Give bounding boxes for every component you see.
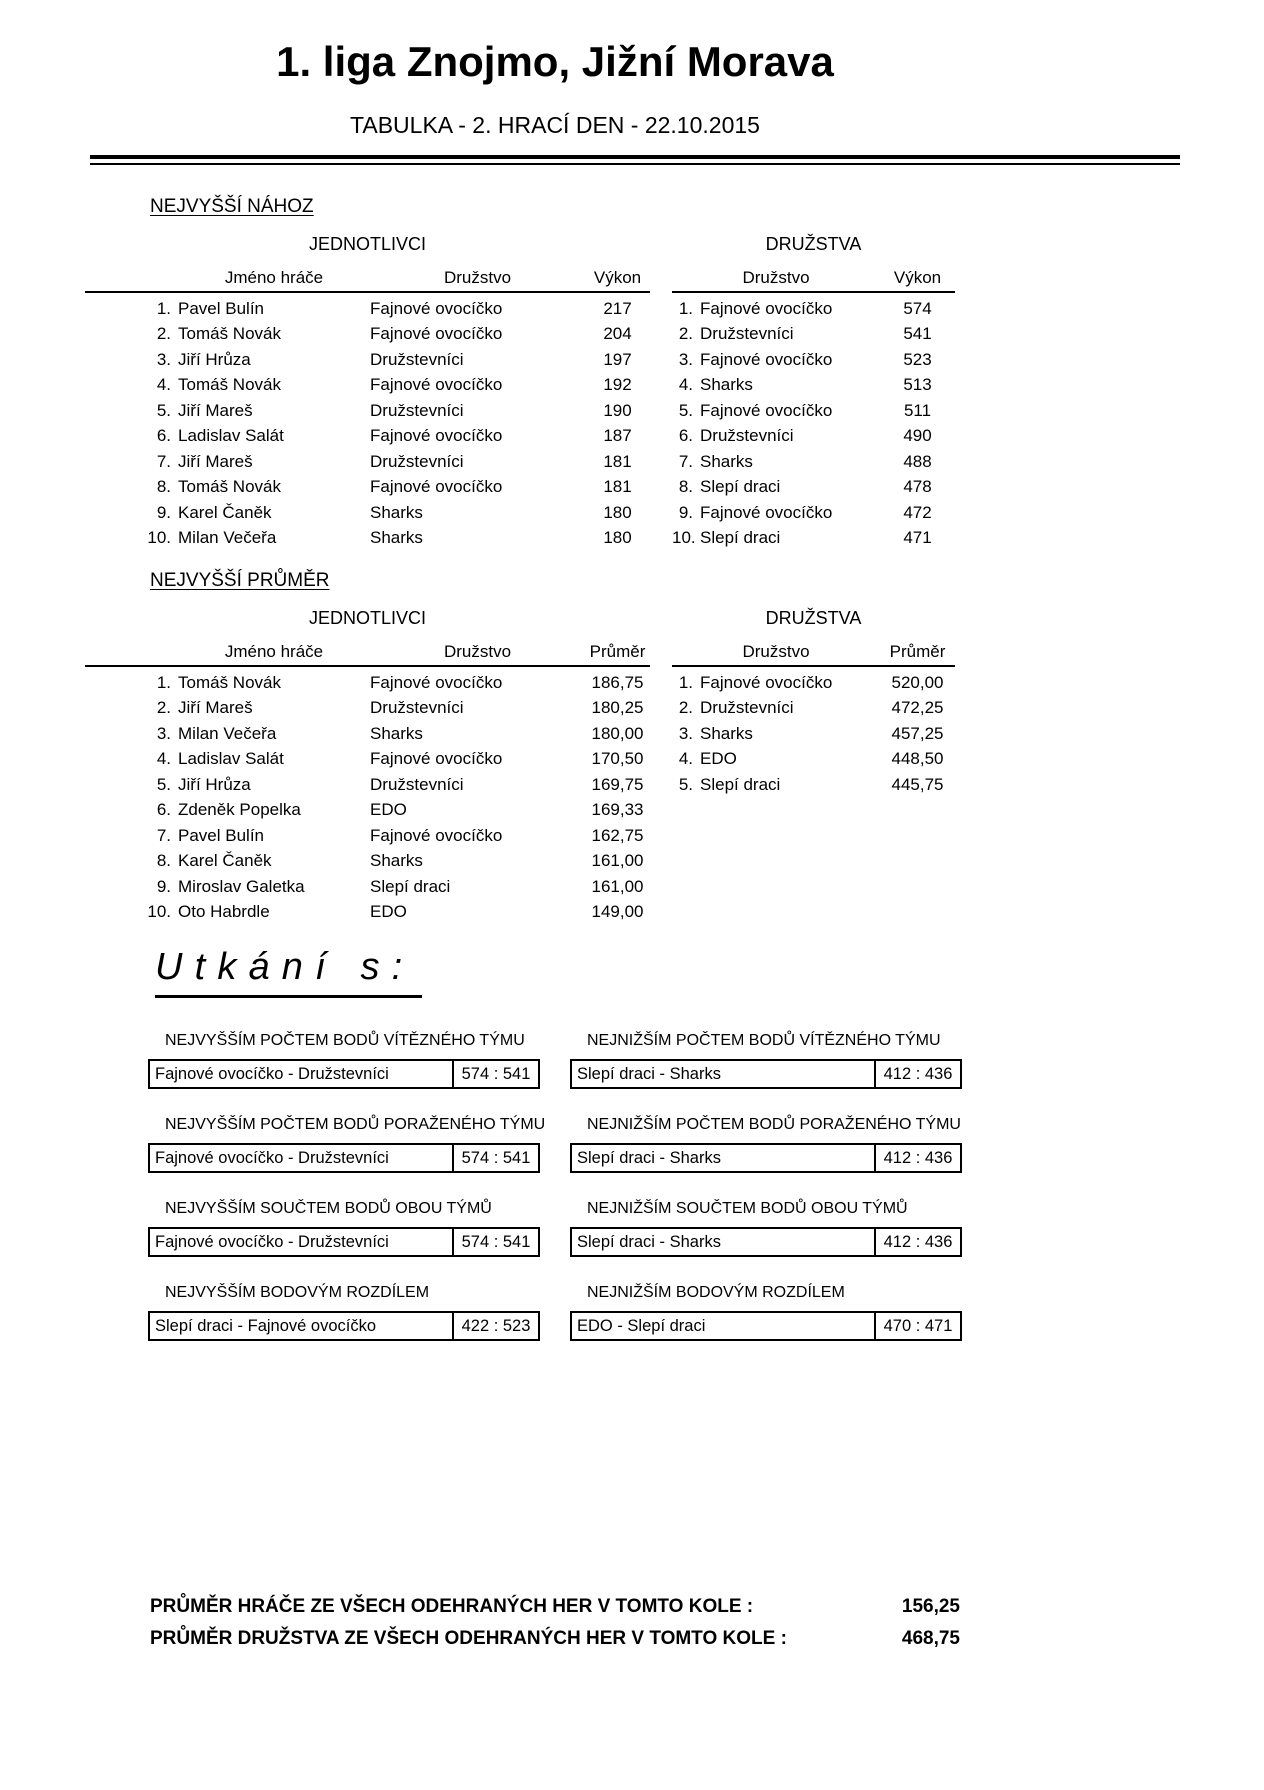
table-row (672, 747, 955, 773)
cell-value: 204 (603, 324, 632, 344)
cell-team: Slepí draci (370, 876, 451, 896)
cell-value: 445,75 (891, 774, 944, 794)
column-header-name: Jméno hráče (224, 268, 324, 287)
cell-rank: 5. (156, 774, 171, 794)
cell-rank: 9. (156, 502, 171, 522)
table-row (85, 670, 650, 696)
cell-name: Jiří Mareš (178, 698, 253, 718)
match-stat-blocks (148, 1032, 962, 1341)
stat-block (148, 1032, 540, 1089)
cell-team: Sharks (370, 528, 423, 548)
cell-rank: 8. (156, 851, 171, 871)
table-nahoz-teams (672, 234, 955, 551)
stat-score: 574 : 541 (461, 1064, 531, 1083)
column-header-value: Průměr (889, 642, 946, 661)
table-row (85, 296, 650, 322)
stat-block (570, 1284, 962, 1341)
column-header-value: Výkon (893, 268, 942, 287)
stat-label: NEJNIŽŠÍM BODOVÝM ROZDÍLEM (587, 1284, 845, 1301)
summary (150, 1591, 960, 1655)
cell-name: Pavel Bulín (178, 825, 264, 845)
cell-value: 190 (603, 400, 632, 420)
cell-team: Fajnové ovocíčko (370, 298, 503, 318)
cell-team: Fajnové ovocíčko (370, 426, 503, 446)
cell-team: Fajnové ovocíčko (370, 375, 503, 395)
cell-team: Družstevníci (370, 451, 464, 471)
stat-label: NEJVYŠŠÍM POČTEM BODŮ VÍTĚZNÉHO TÝMU (165, 1032, 525, 1049)
cell-value: 478 (903, 477, 932, 497)
cell-rank: 2. (156, 324, 171, 344)
summary-row-team-average (150, 1623, 960, 1655)
column-header-value: Výkon (593, 268, 642, 287)
cell-value: 511 (903, 400, 932, 420)
cell-rank: 8. (156, 477, 171, 497)
cell-rank: 4. (678, 375, 693, 395)
table-row (85, 874, 650, 900)
cell-rank: 1. (678, 298, 693, 318)
page-title: 1. liga Znojmo, Jižní Morava (276, 38, 834, 85)
cell-value: 488 (903, 451, 932, 471)
table-row (672, 398, 955, 424)
table-row (85, 721, 650, 747)
stat-score: 412 : 436 (883, 1064, 953, 1083)
stat-box (570, 1227, 962, 1257)
table-nahoz-individuals (85, 234, 650, 551)
cell-team: Fajnové ovocíčko (700, 502, 833, 522)
table-row (672, 373, 955, 399)
header-divider-thin (90, 163, 1180, 165)
table-row (672, 449, 955, 475)
header-spacer (85, 268, 178, 288)
cell-name: Karel Čaněk (178, 502, 272, 522)
stat-label: NEJVYŠŠÍM POČTEM BODŮ PORAŽENÉHO TÝMU (165, 1116, 546, 1133)
cell-rank: 2. (678, 324, 693, 344)
cell-value: 180,00 (591, 723, 644, 743)
table-row (85, 849, 650, 875)
table-header-row (85, 642, 650, 667)
cell-rank: 3. (678, 349, 693, 369)
stat-match: EDO - Slepí draci (572, 1313, 876, 1339)
header-spacer (85, 642, 178, 662)
cell-name: Oto Habrdle (178, 902, 270, 922)
cell-team: Sharks (370, 502, 423, 522)
summary-row-player-average (150, 1591, 960, 1623)
cell-value: 448,50 (891, 749, 944, 769)
column-header-team: Družstvo (742, 642, 810, 661)
stat-match: Slepí draci - Fajnové ovocíčko (150, 1313, 454, 1339)
cell-rank: 3. (678, 723, 693, 743)
cell-rank: 1. (156, 298, 171, 318)
stat-label: NEJVYŠŠÍM BODOVÝM ROZDÍLEM (165, 1284, 430, 1301)
cell-team: Fajnové ovocíčko (700, 672, 833, 692)
table-row (85, 449, 650, 475)
cell-value: 170,50 (591, 749, 644, 769)
cell-rank: 6. (156, 426, 171, 446)
cell-rank: 1. (156, 672, 171, 692)
stat-score: 422 : 523 (461, 1316, 531, 1335)
cell-team: Fajnové ovocíčko (700, 349, 833, 369)
cell-rank: 4. (678, 749, 693, 769)
table-row (85, 398, 650, 424)
cell-team: Družstevníci (370, 349, 464, 369)
cell-team: Družstevníci (370, 400, 464, 420)
cell-value: 162,75 (591, 825, 644, 845)
cell-name: Jiří Mareš (178, 400, 253, 420)
table-row (85, 500, 650, 526)
stat-box (570, 1143, 962, 1173)
table-row (85, 772, 650, 798)
cell-name: Ladislav Salát (178, 749, 284, 769)
cell-value: 513 (903, 375, 932, 395)
cell-rank: 3. (156, 349, 171, 369)
cell-name: Pavel Bulín (178, 298, 264, 318)
cell-name: Zdeněk Popelka (178, 800, 301, 820)
table-row (672, 772, 955, 798)
stat-score: 574 : 541 (461, 1148, 531, 1167)
cell-value: 169,33 (591, 800, 644, 820)
cell-value: 490 (903, 426, 932, 446)
cell-rank: 7. (678, 451, 693, 471)
cell-team: Fajnové ovocíčko (370, 477, 503, 497)
column-header-value: Průměr (589, 642, 646, 661)
cell-team: Fajnové ovocíčko (700, 400, 833, 420)
cell-rank: 1. (678, 672, 693, 692)
cell-rank: 8. (678, 477, 693, 497)
table-row (672, 670, 955, 696)
table-row (85, 475, 650, 501)
table-row (85, 798, 650, 824)
cell-team: Slepí draci (700, 477, 781, 497)
table-row (672, 475, 955, 501)
table-row (85, 696, 650, 722)
cell-value: 523 (903, 349, 932, 369)
stat-box (148, 1311, 540, 1341)
cell-rank: 9. (678, 502, 693, 522)
cell-rank: 5. (678, 774, 693, 794)
cell-name: Karel Čaněk (178, 851, 272, 871)
stat-label: NEJNIŽŠÍM SOUČTEM BODŮ OBOU TÝMŮ (587, 1200, 908, 1217)
cell-name: Jiří Hrůza (178, 774, 251, 794)
cell-name: Milan Večeřa (178, 723, 277, 743)
cell-value: 161,00 (591, 851, 644, 871)
column-header-name: Jméno hráče (224, 642, 324, 661)
cell-name: Ladislav Salát (178, 426, 284, 446)
stat-box (570, 1059, 962, 1089)
cell-value: 187 (603, 426, 632, 446)
table-body (672, 293, 955, 551)
cell-value: 186,75 (591, 672, 644, 692)
cell-team: Slepí draci (700, 774, 781, 794)
stat-label: NEJNIŽŠÍM POČTEM BODŮ VÍTĚZNÉHO TÝMU (587, 1032, 941, 1049)
cell-team: Fajnové ovocíčko (370, 749, 503, 769)
stat-block (570, 1116, 962, 1173)
table-row (85, 526, 650, 552)
stat-box (148, 1143, 540, 1173)
cell-rank: 7. (156, 451, 171, 471)
cell-team: EDO (700, 749, 737, 769)
cell-value: 169,75 (591, 774, 644, 794)
cell-value: 520,00 (891, 672, 944, 692)
table-row (672, 696, 955, 722)
table-header-row (672, 642, 955, 667)
table-row (672, 296, 955, 322)
cell-name: Jiří Hrůza (178, 349, 251, 369)
cell-team: Družstevníci (700, 324, 794, 344)
table-row (672, 322, 955, 348)
column-header-team: Družstvo (443, 268, 512, 287)
stat-box (570, 1311, 962, 1341)
column-header-team: Družstvo (443, 642, 512, 661)
summary-label: PRŮMĚR DRUŽSTVA ZE VŠECH ODEHRANÝCH HER V TOMTO KOLE : (150, 1628, 787, 1649)
cell-name: Tomáš Novák (178, 477, 281, 497)
cell-team: Sharks (370, 723, 423, 743)
table-row (85, 900, 650, 926)
cell-team: EDO (370, 800, 407, 820)
cell-value: 217 (603, 298, 632, 318)
table-row (85, 424, 650, 450)
stat-box (148, 1059, 540, 1089)
table-row (672, 721, 955, 747)
cell-team: Sharks (370, 851, 423, 871)
stat-block (148, 1200, 540, 1257)
cell-name: Tomáš Novák (178, 672, 281, 692)
cell-rank: 4. (156, 375, 171, 395)
cell-team: Družstevníci (370, 698, 464, 718)
cell-name: Tomáš Novák (178, 375, 281, 395)
section-heading-nejvyssi-nahoz: NEJVYŠŠÍ NÁHOZ (150, 196, 314, 217)
stat-match: Slepí draci - Sharks (572, 1229, 876, 1255)
stat-score: 470 : 471 (883, 1316, 953, 1335)
stat-match: Slepí draci - Sharks (572, 1061, 876, 1087)
table-category-druzstva: DRUŽSTVA (765, 608, 862, 628)
cell-value: 181 (603, 451, 632, 471)
cell-team: EDO (370, 902, 407, 922)
table-header-row (85, 268, 650, 293)
cell-name: Jiří Mareš (178, 451, 253, 471)
cell-rank: 9. (156, 876, 171, 896)
cell-rank: 10. (147, 528, 171, 548)
cell-value: 574 (903, 298, 932, 318)
stat-score: 412 : 436 (883, 1232, 953, 1251)
table-header-row (672, 268, 955, 293)
table-row (672, 526, 955, 552)
table-category-jednotlivci: JEDNOTLIVCI (308, 608, 427, 628)
table-row (85, 322, 650, 348)
column-header-team: Družstvo (742, 268, 810, 287)
section-heading-nejvyssi-prumer: NEJVYŠŠÍ PRŮMĚR (150, 570, 330, 591)
table-body (672, 667, 955, 798)
cell-rank: 7. (156, 825, 171, 845)
cell-name: Miroslav Galetka (178, 876, 305, 896)
cell-team: Fajnové ovocíčko (370, 672, 503, 692)
stat-match: Fajnové ovocíčko - Družstevníci (150, 1229, 454, 1255)
stat-score: 574 : 541 (461, 1232, 531, 1251)
cell-value: 197 (603, 349, 632, 369)
stat-block (148, 1284, 540, 1341)
section-heading-utkani-s: Utkání s: (155, 946, 422, 998)
cell-team: Fajnové ovocíčko (370, 825, 503, 845)
cell-value: 161,00 (591, 876, 644, 896)
cell-value: 180,25 (591, 698, 644, 718)
cell-value: 181 (603, 477, 632, 497)
table-category-druzstva: DRUŽSTVA (765, 234, 862, 254)
cell-rank: 2. (156, 698, 171, 718)
cell-rank: 4. (156, 749, 171, 769)
cell-rank: 2. (678, 698, 693, 718)
stat-match: Fajnové ovocíčko - Družstevníci (150, 1061, 454, 1087)
summary-value: 468,75 (901, 1628, 960, 1649)
table-row (85, 347, 650, 373)
stat-label: NEJNIŽŠÍM POČTEM BODŮ PORAŽENÉHO TÝMU (587, 1116, 961, 1133)
cell-value: 471 (903, 528, 932, 548)
cell-team: Fajnové ovocíčko (700, 298, 833, 318)
cell-team: Sharks (700, 375, 753, 395)
cell-team: Slepí draci (700, 528, 781, 548)
stat-box (148, 1227, 540, 1257)
cell-value: 180 (603, 528, 632, 548)
table-prumer-teams (672, 608, 955, 798)
stat-score: 412 : 436 (883, 1148, 953, 1167)
cell-rank: 6. (156, 800, 171, 820)
stat-block (148, 1116, 546, 1173)
cell-rank: 5. (678, 400, 693, 420)
table-row (672, 424, 955, 450)
cell-value: 472 (903, 502, 932, 522)
cell-value: 180 (603, 502, 632, 522)
cell-team: Sharks (700, 723, 753, 743)
summary-value: 156,25 (901, 1596, 960, 1617)
cell-team: Družstevníci (370, 774, 464, 794)
cell-team: Družstevníci (700, 426, 794, 446)
cell-rank: 10. (672, 528, 696, 548)
table-prumer-individuals (85, 608, 650, 925)
header-divider-thick (90, 155, 1180, 159)
cell-team: Družstevníci (700, 698, 794, 718)
cell-value: 149,00 (591, 902, 644, 922)
table-row (85, 823, 650, 849)
table-body (85, 293, 650, 551)
table-row (672, 347, 955, 373)
cell-value: 541 (903, 324, 932, 344)
stat-match: Fajnové ovocíčko - Družstevníci (150, 1145, 454, 1171)
stat-block (570, 1200, 962, 1257)
stat-block (570, 1032, 962, 1089)
cell-value: 457,25 (891, 723, 944, 743)
cell-name: Tomáš Novák (178, 324, 281, 344)
table-category-jednotlivci: JEDNOTLIVCI (308, 234, 427, 254)
table-row (85, 373, 650, 399)
stat-label: NEJVYŠŠÍM SOUČTEM BODŮ OBOU TÝMŮ (165, 1200, 492, 1217)
table-row (672, 500, 955, 526)
cell-value: 192 (603, 375, 632, 395)
cell-team: Sharks (700, 451, 753, 471)
summary-label: PRŮMĚR HRÁČE ZE VŠECH ODEHRANÝCH HER V TOMTO KOLE : (150, 1596, 754, 1617)
cell-team: Fajnové ovocíčko (370, 324, 503, 344)
page-subtitle: TABULKA - 2. HRACÍ DEN - 22.10.2015 (350, 112, 760, 138)
cell-rank: 6. (678, 426, 693, 446)
table-body (85, 667, 650, 925)
cell-rank: 5. (156, 400, 171, 420)
cell-rank: 10. (147, 902, 171, 922)
stat-match: Slepí draci - Sharks (572, 1145, 876, 1171)
table-row (85, 747, 650, 773)
cell-rank: 3. (156, 723, 171, 743)
cell-name: Milan Večeřa (178, 528, 277, 548)
cell-value: 472,25 (891, 698, 944, 718)
